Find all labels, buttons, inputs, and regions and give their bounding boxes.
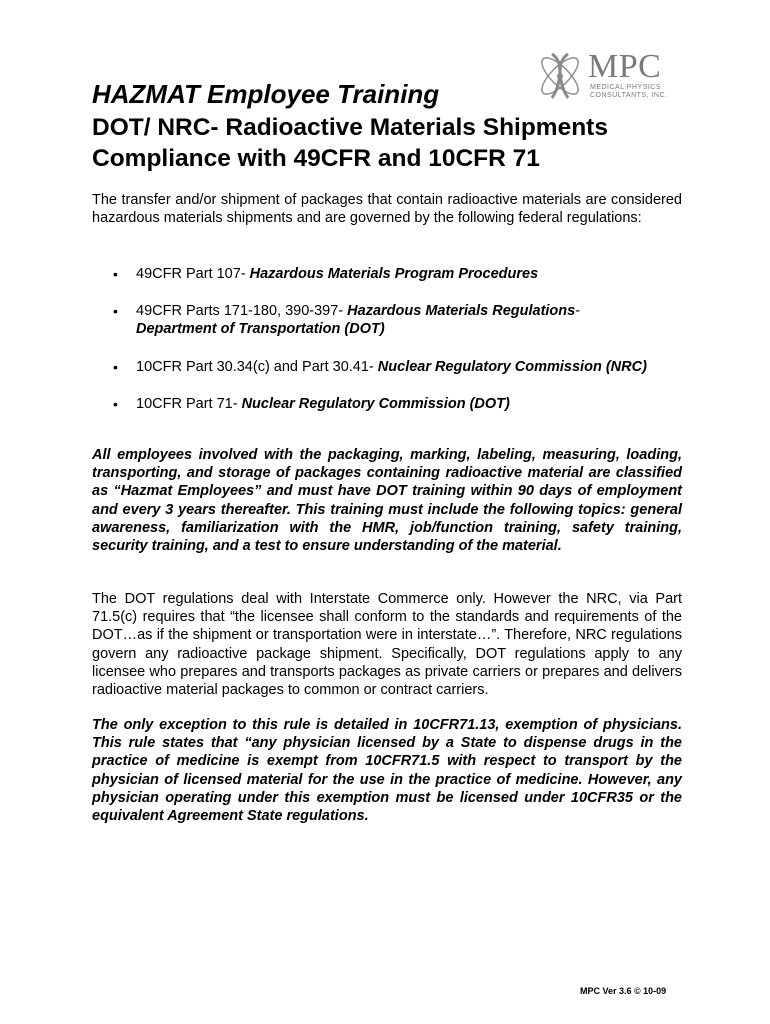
physician-exception-paragraph: The only exception to this rule is detailed in 10CFR71.13, exemption of physicians. This rule states that “any physician licensed by a State to dispense drugs in the practice of medicine is exempt from 10CFR71.5 with respect to transport by the physician of licensed material for the use in the practice of medicine. However, any physician operating under this exemption must be licensed under 10CFR35 or the equivalent Agreement State regulations.	[92, 717, 682, 825]
list-item	[92, 395, 682, 413]
mpc-logo	[530, 46, 680, 106]
list-item	[92, 302, 682, 338]
document-subtitle-line-2: Compliance with 49CFR and 10CFR 71	[92, 145, 540, 172]
regulation-name: Hazardous Materials Regulations	[347, 303, 576, 320]
regulation-ref: 49CFR Part 107-	[136, 266, 250, 282]
regulation-name-continued: Department of Transportation (DOT)	[136, 321, 385, 338]
list-item	[92, 358, 682, 376]
list-item	[92, 265, 682, 283]
regulation-name: Nuclear Regulatory Commission (DOT)	[241, 395, 510, 412]
regulation-ref: 10CFR Part 30.34(c) and Part 30.41-	[136, 358, 378, 375]
logo-line-2: CONSULTANTS, INC.	[590, 92, 668, 99]
regulation-ref: 49CFR Parts 171-180, 390-397-	[136, 303, 348, 320]
dot-regulations-paragraph: The DOT regulations deal with Interstate Commerce only. However the NRC, via Part 71.5(c) requires that “the licensee shall conform to the standards and requirements of the DOT…as if the shipment or transportation were in interstate…”. Therefore, NRC regulations govern any radioactive package shipment. Specifically, DOT regulations apply to any licensee who prepares and transports packages as private carriers or prepares and delivers radioactive material packages to common or contract carriers.	[92, 591, 682, 699]
regulation-ref: 10CFR Part 71-	[136, 395, 242, 412]
document-title: HAZMAT Employee Training	[92, 79, 440, 109]
document-subtitle-line-1: DOT/ NRC- Radioactive Materials Shipments	[92, 114, 608, 141]
intro-paragraph: The transfer and/or shipment of packages that contain radioactive materials are considered hazardous materials shipments and are governed by the following federal regulations:	[92, 192, 682, 227]
regulation-name: Hazardous Materials Program Procedures	[249, 266, 539, 282]
regulation-name: Nuclear Regulatory Commission (NRC)	[377, 358, 647, 375]
training-requirements-paragraph: All employees involved with the packaging, marking, labeling, measuring, loading, transporting, and storage of packages containing radioactive material are classified as “Hazmat Employees” and must have DOT training within 90 days of employment and every 3 years thereafter. This training must include the following topics: general awareness, familiarization with the HMR, job/function training, safety training, security training, and a test to ensure understanding of the material.	[92, 447, 682, 555]
version-footer: MPC Ver 3.6 © 10-09	[580, 986, 667, 996]
atom-icon	[530, 46, 590, 106]
regulation-separator: -	[575, 303, 581, 320]
logo-brand: MPC	[588, 48, 662, 85]
regulations-list	[92, 265, 682, 413]
logo-line-1: MEDICAL PHYSICS	[590, 84, 662, 91]
